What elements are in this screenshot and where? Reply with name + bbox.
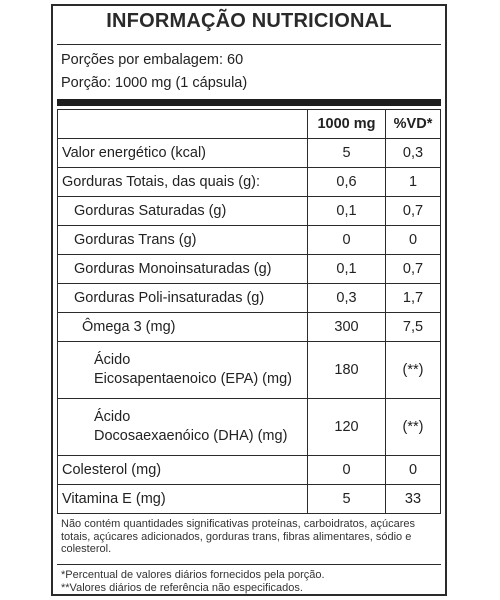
row-name-total-fat: Gorduras Totais, das quais (g): (58, 168, 308, 197)
nutrition-table (57, 109, 441, 514)
table-row (58, 313, 441, 342)
row-amount-vitamin-e: 5 (308, 485, 386, 514)
header-dv: %VD* (386, 110, 441, 139)
row-amount-epa: 180 (308, 342, 386, 399)
table-row (58, 168, 441, 197)
row-dv-polyunsaturated-fat: 1,7 (386, 284, 441, 313)
footnote-not-significant: Não contém quantidades significativas proteínas, carboidratos, açúcares totais, açúcares adicionados, gorduras trans, fibras alimentares, sódio e colesterol. (61, 518, 416, 555)
table-row (58, 456, 441, 485)
servings-per-package: Porções por embalagem: 60 (61, 52, 244, 68)
row-name-monounsaturated-fat: Gorduras Monoinsaturadas (g) (58, 255, 308, 284)
table-row (58, 226, 441, 255)
footnote-dv: *Percentual de valores diários fornecidos pela porção. (61, 569, 325, 581)
row-name-vitamin-e: Vitamina E (mg) (58, 485, 308, 514)
row-amount-energy: 5 (308, 139, 386, 168)
row-name-dha (58, 399, 308, 456)
footnote-divider (57, 564, 441, 565)
table-row (58, 399, 441, 456)
row-name-epa (58, 342, 308, 399)
row-name-trans-fat: Gorduras Trans (g) (58, 226, 308, 255)
row-dv-saturated-fat: 0,7 (386, 197, 441, 226)
table-row (58, 139, 441, 168)
row-dv-monounsaturated-fat: 0,7 (386, 255, 441, 284)
title-divider (57, 44, 441, 45)
row-name-polyunsaturated-fat: Gorduras Poli-insaturadas (g) (58, 284, 308, 313)
row-dv-cholesterol: 0 (386, 456, 441, 485)
footnote-no-reference: **Valores diários de referência não especificados. (61, 581, 303, 594)
row-dv-total-fat: 1 (386, 168, 441, 197)
row-name-omega3: Ômega 3 (mg) (58, 313, 308, 342)
table-row (58, 284, 441, 313)
table-row (58, 197, 441, 226)
row-dv-vitamin-e: 33 (386, 485, 441, 514)
row-amount-dha: 120 (308, 399, 386, 456)
label-title: INFORMAÇÃO NUTRICIONAL (106, 10, 392, 32)
row-amount-saturated-fat: 0,1 (308, 197, 386, 226)
table-row (58, 485, 441, 514)
row-name-epa-line2: Eicosapentaenoico (EPA) (mg) (94, 371, 292, 387)
footnotes-daily-values (61, 569, 441, 594)
row-dv-omega3: 7,5 (386, 313, 441, 342)
row-name-saturated-fat: Gorduras Saturadas (g) (58, 197, 308, 226)
nutrition-facts-panel (51, 4, 447, 596)
row-dv-energy: 0,3 (386, 139, 441, 168)
table-row (58, 255, 441, 284)
row-name-cholesterol: Colesterol (mg) (58, 456, 308, 485)
row-amount-total-fat: 0,6 (308, 168, 386, 197)
row-amount-trans-fat: 0 (308, 226, 386, 255)
row-amount-cholesterol: 0 (308, 456, 386, 485)
row-amount-omega3: 300 (308, 313, 386, 342)
row-dv-epa: (**) (386, 342, 441, 399)
table-row (58, 342, 441, 399)
table-header-row (58, 110, 441, 139)
row-name-energy: Valor energético (kcal) (58, 139, 308, 168)
row-name-dha-line2: Docosaexaenóico (DHA) (mg) (94, 428, 288, 444)
row-amount-monounsaturated-fat: 0,1 (308, 255, 386, 284)
row-name-dha-line1: Ácido (94, 409, 131, 425)
serving-size: Porção: 1000 mg (1 cápsula) (61, 75, 248, 91)
row-amount-polyunsaturated-fat: 0,3 (308, 284, 386, 313)
thick-divider (57, 99, 441, 106)
row-name-epa-line1: Ácido (94, 352, 131, 368)
row-dv-trans-fat: 0 (386, 226, 441, 255)
row-dv-dha: (**) (386, 399, 441, 456)
header-amount: 1000 mg (308, 110, 386, 139)
header-blank-cell (58, 110, 308, 139)
